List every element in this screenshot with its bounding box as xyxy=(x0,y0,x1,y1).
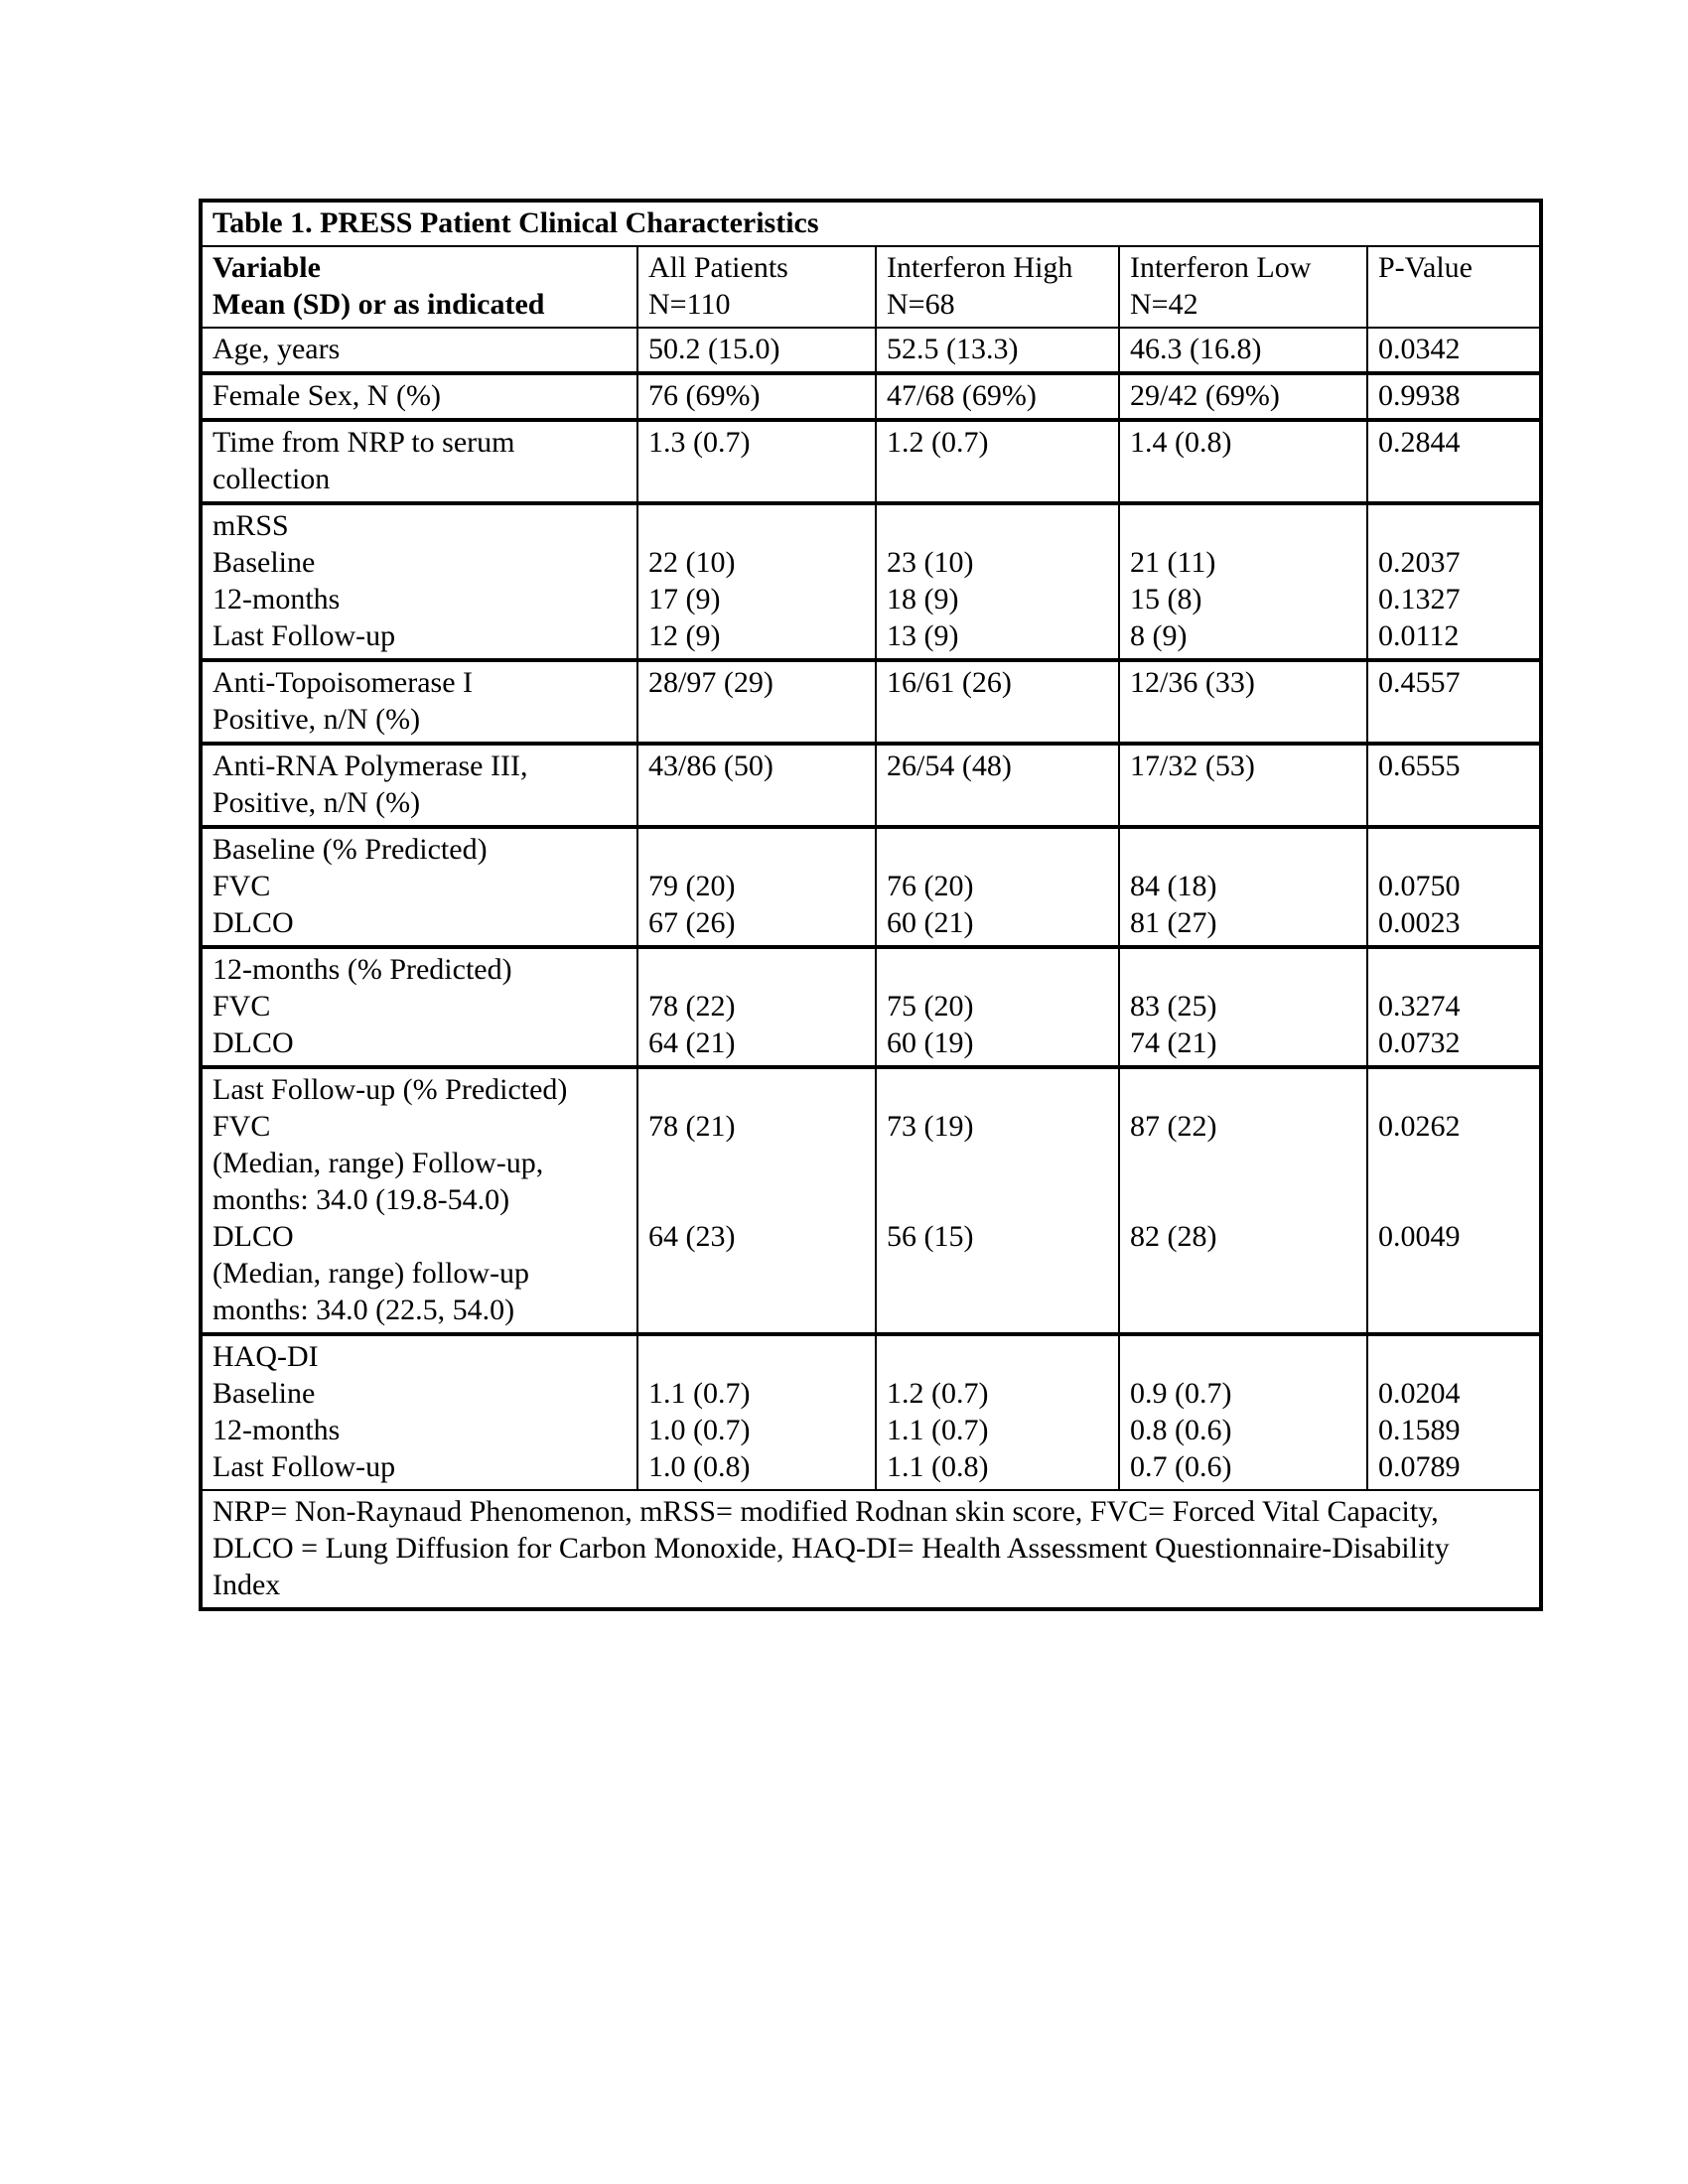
value-cell: 84 (18) 81 (27) xyxy=(1119,827,1367,947)
table-footnote-row xyxy=(201,1490,1541,1609)
table-row xyxy=(201,420,1541,503)
value-cell: 1.2 (0.7) 1.1 (0.7) 1.1 (0.8) xyxy=(876,1334,1119,1490)
column-header-p-value xyxy=(1367,246,1541,328)
value-cell: 75 (20) 60 (19) xyxy=(876,947,1119,1067)
clinical-characteristics-table xyxy=(199,199,1543,1611)
table-body xyxy=(201,328,1541,1490)
column-header-line: All Patients xyxy=(648,251,788,284)
value-cell: 0.0750 0.0023 xyxy=(1367,827,1541,947)
table-row xyxy=(201,1334,1541,1490)
value-cell: 79 (20) 67 (26) xyxy=(637,827,876,947)
value-cell: 52.5 (13.3) xyxy=(876,328,1119,373)
value-cell: 1.2 (0.7) xyxy=(876,420,1119,503)
value-cell: 43/86 (50) xyxy=(637,744,876,827)
column-header-line: N=42 xyxy=(1130,288,1198,321)
table-row xyxy=(201,744,1541,827)
value-cell: 50.2 (15.0) xyxy=(637,328,876,373)
table-row xyxy=(201,827,1541,947)
value-cell: 78 (22) 64 (21) xyxy=(637,947,876,1067)
value-cell: 21 (11) 15 (8) 8 (9) xyxy=(1119,503,1367,660)
table-footnote xyxy=(201,1490,1541,1609)
table-row xyxy=(201,373,1541,420)
value-cell: 0.2037 0.1327 0.0112 xyxy=(1367,503,1541,660)
value-cell: 0.4557 xyxy=(1367,660,1541,744)
value-cell: 0.3274 0.0732 xyxy=(1367,947,1541,1067)
value-cell: 1.1 (0.7) 1.0 (0.7) 1.0 (0.8) xyxy=(637,1334,876,1490)
value-cell: 47/68 (69%) xyxy=(876,373,1119,420)
variable-cell: Age, years xyxy=(201,328,637,373)
value-cell: 28/97 (29) xyxy=(637,660,876,744)
variable-cell: HAQ-DI Baseline 12-months Last Follow-up xyxy=(201,1334,637,1490)
footnote-line: NRP= Non-Raynaud Phenomenon, mRSS= modified Rodnan skin score, FVC= Forced Vital Capacity, xyxy=(212,1495,1439,1528)
column-header-line: P-Value xyxy=(1378,251,1473,284)
value-cell: 1.3 (0.7) xyxy=(637,420,876,503)
value-cell: 0.9938 xyxy=(1367,373,1541,420)
value-cell: 83 (25) 74 (21) xyxy=(1119,947,1367,1067)
column-header-line: Variable xyxy=(212,251,321,284)
value-cell: 29/42 (69%) xyxy=(1119,373,1367,420)
column-header-line: Mean (SD) or as indicated xyxy=(212,288,545,321)
value-cell: 87 (22) 82 (28) xyxy=(1119,1067,1367,1334)
value-cell: 0.0262 0.0049 xyxy=(1367,1067,1541,1334)
table-row xyxy=(201,503,1541,660)
value-cell: 26/54 (48) xyxy=(876,744,1119,827)
value-cell: 17/32 (53) xyxy=(1119,744,1367,827)
column-header-interferon-high xyxy=(876,246,1119,328)
value-cell: 23 (10) 18 (9) 13 (9) xyxy=(876,503,1119,660)
column-header-line: Interferon Low xyxy=(1130,251,1312,284)
table-title: Table 1. PRESS Patient Clinical Characteristics xyxy=(201,201,1541,246)
table-title-row xyxy=(201,201,1541,246)
value-cell: 76 (20) 60 (21) xyxy=(876,827,1119,947)
column-header-interferon-low xyxy=(1119,246,1367,328)
value-cell: 16/61 (26) xyxy=(876,660,1119,744)
value-cell: 46.3 (16.8) xyxy=(1119,328,1367,373)
column-header-line: N=110 xyxy=(648,288,731,321)
variable-cell: Anti-RNA Polymerase III, Positive, n/N (%) xyxy=(201,744,637,827)
value-cell: 73 (19) 56 (15) xyxy=(876,1067,1119,1334)
variable-cell: Baseline (% Predicted) FVC DLCO xyxy=(201,827,637,947)
value-cell: 1.4 (0.8) xyxy=(1119,420,1367,503)
variable-cell: Last Follow-up (% Predicted) FVC (Median, range) Follow-up, months: 34.0 (19.8-54.0) DLCO (Median, range) follow-up months: 34.0 (22.5, 54.0) xyxy=(201,1067,637,1334)
table-row xyxy=(201,328,1541,373)
column-header-line: N=68 xyxy=(887,288,955,321)
table-row xyxy=(201,1067,1541,1334)
variable-cell: Anti-Topoisomerase I Positive, n/N (%) xyxy=(201,660,637,744)
table-header-row xyxy=(201,246,1541,328)
variable-cell: 12-months (% Predicted) FVC DLCO xyxy=(201,947,637,1067)
column-header-line: Interferon High xyxy=(887,251,1073,284)
footnote-line: Index xyxy=(212,1569,281,1601)
table-row xyxy=(201,947,1541,1067)
value-cell: 0.9 (0.7) 0.8 (0.6) 0.7 (0.6) xyxy=(1119,1334,1367,1490)
value-cell: 12/36 (33) xyxy=(1119,660,1367,744)
variable-cell: Time from NRP to serum collection xyxy=(201,420,637,503)
value-cell: 0.2844 xyxy=(1367,420,1541,503)
value-cell: 76 (69%) xyxy=(637,373,876,420)
variable-cell: Female Sex, N (%) xyxy=(201,373,637,420)
variable-cell: mRSS Baseline 12-months Last Follow-up xyxy=(201,503,637,660)
value-cell: 22 (10) 17 (9) 12 (9) xyxy=(637,503,876,660)
column-header-all-patients xyxy=(637,246,876,328)
value-cell: 0.0204 0.1589 0.0789 xyxy=(1367,1334,1541,1490)
footnote-line: DLCO = Lung Diffusion for Carbon Monoxide, HAQ-DI= Health Assessment Questionnaire-Disability xyxy=(212,1532,1450,1565)
table-row xyxy=(201,660,1541,744)
column-header-variable xyxy=(201,246,637,328)
value-cell: 0.6555 xyxy=(1367,744,1541,827)
value-cell: 0.0342 xyxy=(1367,328,1541,373)
value-cell: 78 (21) 64 (23) xyxy=(637,1067,876,1334)
